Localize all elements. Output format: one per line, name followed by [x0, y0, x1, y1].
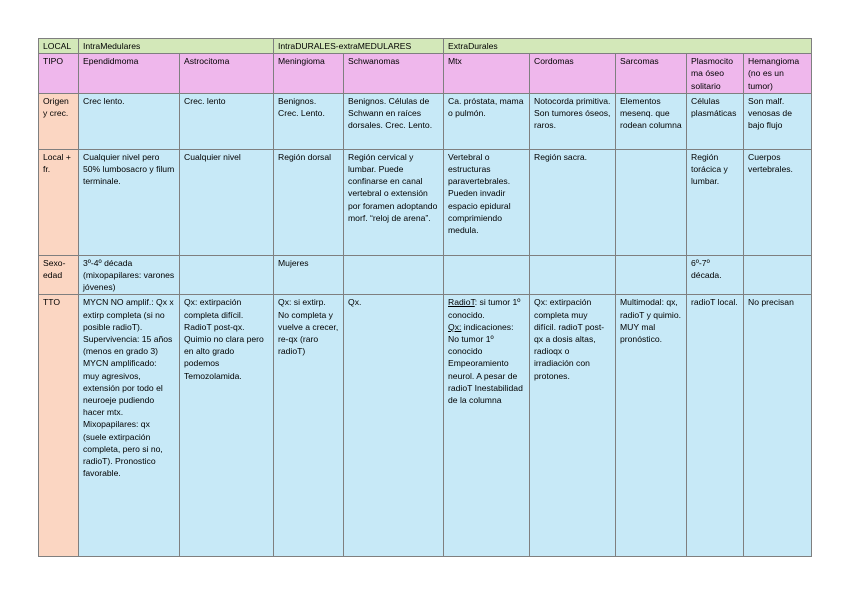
tipo-cell: Ependidmoma [79, 54, 180, 94]
table-cell [344, 255, 444, 295]
header-local: LOCAL [39, 39, 79, 54]
tipo-cell: Astrocitoma [180, 54, 274, 94]
table-cell: Células plasmáticas [687, 93, 744, 149]
tto-row [39, 295, 812, 557]
table-cell: Benignos. Células de Schwann en raíces dorsales. Crec. Lento. [344, 93, 444, 149]
table-cell: Crec lento. [79, 93, 180, 149]
table-cell: Cualquier nivel [180, 149, 274, 255]
table-cell: MYCN NO amplif.: Qx x extirp completa (si no posible radioT). Supervivencia: 15 años (menos en grado 3) MYCN amplificado: muy agresivos, extensión por todo el neuroeje pudiendo hacer mtx. Mixopapilares: qx (suele extirpación completa, pero si no, radioT). Pronostico favorable. [79, 295, 180, 557]
header-intramedulares: IntraMedulares [79, 39, 274, 54]
table-cell [530, 255, 616, 295]
table-cell: Región torácica y lumbar. [687, 149, 744, 255]
table-cell [616, 149, 687, 255]
table-cell: Multimodal: qx, radioT y quimio. MUY mal pronóstico. [616, 295, 687, 557]
table-cell: Región cervical y lumbar. Puede confinarse en canal vertebral o extensión por foramen adoptando morf. “reloj de arena”. [344, 149, 444, 255]
table-cell [444, 255, 530, 295]
row-label: TTO [39, 295, 79, 557]
table-cell: Región sacra. [530, 149, 616, 255]
table-cell: radioT local. [687, 295, 744, 557]
tipo-row [39, 54, 812, 94]
table-cell: Mujeres [274, 255, 344, 295]
header-row [39, 39, 812, 54]
table-cell: 3º-4º década (mixopapilares: varones jóvenes) [79, 255, 180, 295]
origen-row [39, 93, 812, 149]
table-cell: No precisan [744, 295, 812, 557]
table-cell: Notocorda primitiva. Son tumores óseos, raros. [530, 93, 616, 149]
table-cell [616, 255, 687, 295]
table-cell: Son malf. venosas de bajo flujo [744, 93, 812, 149]
table-cell: Vertebral o estructuras paravertebrales. Pueden invadir espacio epidural comprimiendo medula. [444, 149, 530, 255]
qx-text: indicaciones: No tumor 1º conocido Empeoramiento neurol. A pesar de radioT Inestabilidad de la columna [448, 321, 523, 406]
table-cell: Benignos. Crec. Lento. [274, 93, 344, 149]
tipo-label: TIPO [39, 54, 79, 94]
row-label: Local + fr. [39, 149, 79, 255]
table-cell: 6º-7º década. [687, 255, 744, 295]
sexo-row [39, 255, 812, 295]
tipo-cell: Cordomas [530, 54, 616, 94]
tipo-cell: Plasmocitoma óseo solitario [687, 54, 744, 94]
local-row [39, 149, 812, 255]
tipo-cell: Sarcomas [616, 54, 687, 94]
header-extradurales: ExtraDurales [444, 39, 812, 54]
header-intradurales: IntraDURALES-extraMEDULARES [274, 39, 444, 54]
qx-label: Qx: [448, 321, 462, 332]
table-cell: Qx: extirpación completa difícil. RadioT post-qx. Quimio no clara pero en alto grado podemos Temozolamida. [180, 295, 274, 557]
radiot-label: RadioT [448, 297, 475, 308]
tipo-cell: Meningioma [274, 54, 344, 94]
table-cell: Crec. lento [180, 93, 274, 149]
table-cell: Elementos mesenq. que rodean columna [616, 93, 687, 149]
table-cell: Ca. próstata, mama o pulmón. [444, 93, 530, 149]
table-cell: Cuerpos vertebrales. [744, 149, 812, 255]
row-label: Sexo-edad [39, 255, 79, 295]
table-cell: Región dorsal [274, 149, 344, 255]
tipo-cell: Hemangioma (no es un tumor) [744, 54, 812, 94]
radiot-text: : si tumor 1º conocido. [448, 297, 521, 320]
table-cell [444, 295, 530, 557]
table-cell [180, 255, 274, 295]
table-cell [744, 255, 812, 295]
table-cell: Qx. [344, 295, 444, 557]
table-cell: Qx: si extirp. No completa y vuelve a crecer, re-qx (raro radioT) [274, 295, 344, 557]
row-label: Origen y crec. [39, 93, 79, 149]
tipo-cell: Mtx [444, 54, 530, 94]
tumor-table [38, 38, 812, 557]
tipo-cell: Schwanomas [344, 54, 444, 94]
table-cell: Qx: extirpación completa muy difícil. radioT post-qx a dosis altas, radioqx o irradiación con protones. [530, 295, 616, 557]
table-cell: Cualquier nivel pero 50% lumbosacro y filum terminale. [79, 149, 180, 255]
